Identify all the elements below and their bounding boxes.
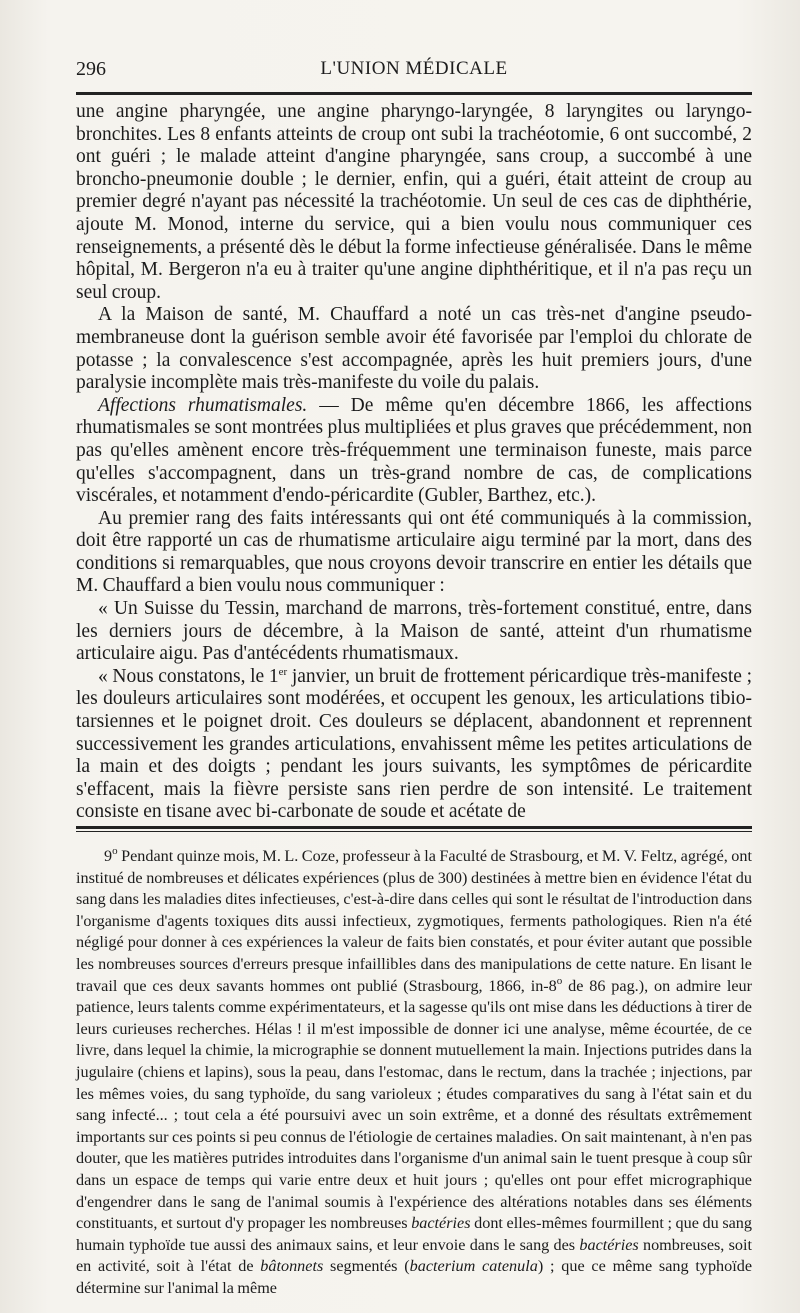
running-title: L'UNION MÉDICALE [320,58,508,79]
footnote-separator [76,826,752,832]
ordinal-suffix: er [278,665,288,678]
page-number: 296 [76,58,106,80]
footnote-text-4: nombreuses, soit en activité, soit à l'état de [76,1235,753,1276]
paragraph-6 [76,666,752,824]
footnote-number: 9 [104,847,113,865]
main-text [76,101,752,824]
section-heading-rhumatismales: Affections rhumatismales. [98,394,308,416]
footnote-format-suffix: o [556,974,563,987]
footnote-term-bacterium: bacterium catenula [409,1257,538,1276]
footnote-text-5: segmentés ( [323,1257,410,1276]
paragraph-4: Au premier rang des faits intéressants qui ont été communiqués à la commission, doit être rapporté un cas de rhumatisme articulaire aigu terminé par la mort, dans des conditions si remarquables, que nous croyons devoir transcrire en entier les détails que M. Chauffard a bien voulu nous communiquer : [76,507,752,597]
footnote-term-batonnets: bâtonnets [260,1257,324,1276]
paragraph-6-text: janvier, un bruit de frottement péricardique très-manifeste ; les douleurs articulaires sont modérées, et occupent les genoux, les articulations tibio-tarsiennes et le poignet droit. Ces douleurs se déplacent, abandonnent et reprennent successivement les grandes articulations, envahissent même les petites articulations de la main et des doigts ; pendant les jours suivants, les symptômes de péricardite s'effacent, mais la fièvre persiste sans rien perdre de son intensité. Le traitement consiste en tisane avec bi-carbonate de soude et acétate de [76,665,752,823]
page-header [76,56,752,86]
paragraph-6-start: « Nous constatons, le 1 [98,665,279,687]
footnote-number-suffix: o [112,845,118,857]
footnote-text-1: Pendant quinze mois, M. L. Coze, professeur à la Faculté de Strasbourg, et M. V. Feltz, agrégé, ont institué de nombreuses et délicates expériences (plus de 300) destinées à mettre bien en évidence l'état du sang dans les maladies dites infectieuses, c'est-à-dire dans celles qui sont le résultat de l'introduction dans l'organisme d'agents toxiques dits aussi infectieux, zygmotiques, ferments pathologiques. Rien n'a été négligé pour donner à ces expériences la valeur de faits bien constatés, et pour éviter autant que possible les nombreuses sources d'erreurs presque infaillibles dans des manipulations de cette nature. En lisant le travail que ces deux savants hommes ont publié (Strasbourg, 1866, in-8 [76,847,752,995]
footnote-term-bacteries-2: bactéries [579,1235,639,1254]
footnote-text-3: dont elles-mêmes fourmillent ; que du sang humain typhoïde tue aussi des animaux sains, et leur envoie dans le sang des [76,1214,752,1254]
paragraph-5: « Un Suisse du Tessin, marchand de marrons, très-fortement constitué, entre, dans les derniers jours de décembre, à la Maison de santé, atteint d'un rhumatisme articulaire aigu. Pas d'antécédents rhumatismaux. [76,598,752,665]
footnote-text-6: ) ; que ce même sang typhoïde détermine sur l'animal la même [76,1257,753,1297]
paragraph-3 [76,395,752,508]
paragraph-3-text: — De même qu'en décembre 1866, les affections rhumatismales se sont montrées plus multipliées et plus graves que précédemment, non pas qu'elles amènent encore très-fréquemment une terminaison funeste, mais parce qu'elles s'accompagnent, dans un très-grand nombre de cas, de complications viscérales, et notamment d'endo-péricardite (Gubler, Barthez, etc.). [76,394,752,507]
footnote-paragraph [76,846,752,1299]
header-rule [76,92,752,95]
footnote [76,846,752,1299]
footnote-text-2: de 86 pag.), on admire leur patience, leurs talents comme expérimentateurs, et la sagesse qu'ils ont mise dans les déductions à tirer de leurs curieuses recherches. Hélas ! il m'est impossible de donner ici une analyse, même écourtée, de ce livre, dans lequel la chimie, la micrographie se donnent mutuellement la main. Injections putrides dans la jugulaire (chiens et lapins), sous la peau, dans l'estomac, dans le rectum, dans la trachée ; injections, par les mêmes voies, du sang typhoïde, du sang varioleux ; études comparatives du sang à l'état sain et du sang infecté... ; tout cela a été poursuivi avec un soin extrême, et a donné des résultats extrêmement importants sur ces points si peu connus de l'étiologie de certaines maladies. On sait maintenant, à n'en pas douter, que les matières putrides introduites dans l'organisme d'un animal sain le tuent presque à coup sûr dans un espace de temps qui varie entre deux et huit jours ; qu'elles ont pour effet micrographique d'engendrer dans le sang de l'animal soumis à l'expérience des altérations notables dans ses éléments constituants, et surtout d'y propager les nombreuses [76,976,752,1233]
paragraph-1: une angine pharyngée, une angine pharyngo-laryngée, 8 laryngites ou laryngo-bronchites. Les 8 enfants atteints de croup ont subi la trachéotomie, 6 ont succombé, 2 ont guéri ; le malade atteint d'angine pharyngée, sans croup, a succombé à une broncho-pneumonie double ; le dernier, enfin, qui a guéri, était atteint de croup au premier degré n'ayant pas nécessité la trachéotomie. Un seul de ces cas de diphthérie, ajoute M. Monod, interne du service, qui a bien voulu nous communiquer ces renseignements, a présenté dès le début la forme infectieuse généralisée. Dans le même hôpital, M. Bergeron n'a eu à traiter qu'une angine diphthéritique, et il n'a pas reçu un seul croup. [76,101,752,303]
footnote-term-bacteries: bactéries [411,1214,471,1233]
paragraph-2: A la Maison de santé, M. Chauffard a noté un cas très-net d'angine pseudo-membraneuse dont la guérison semble avoir été favorisée par l'emploi du chlorate de potasse ; la convalescence s'est accompagnée, après les huit premiers jours, d'une paralysie incomplète mais très-manifeste du voile du palais. [76,304,752,394]
